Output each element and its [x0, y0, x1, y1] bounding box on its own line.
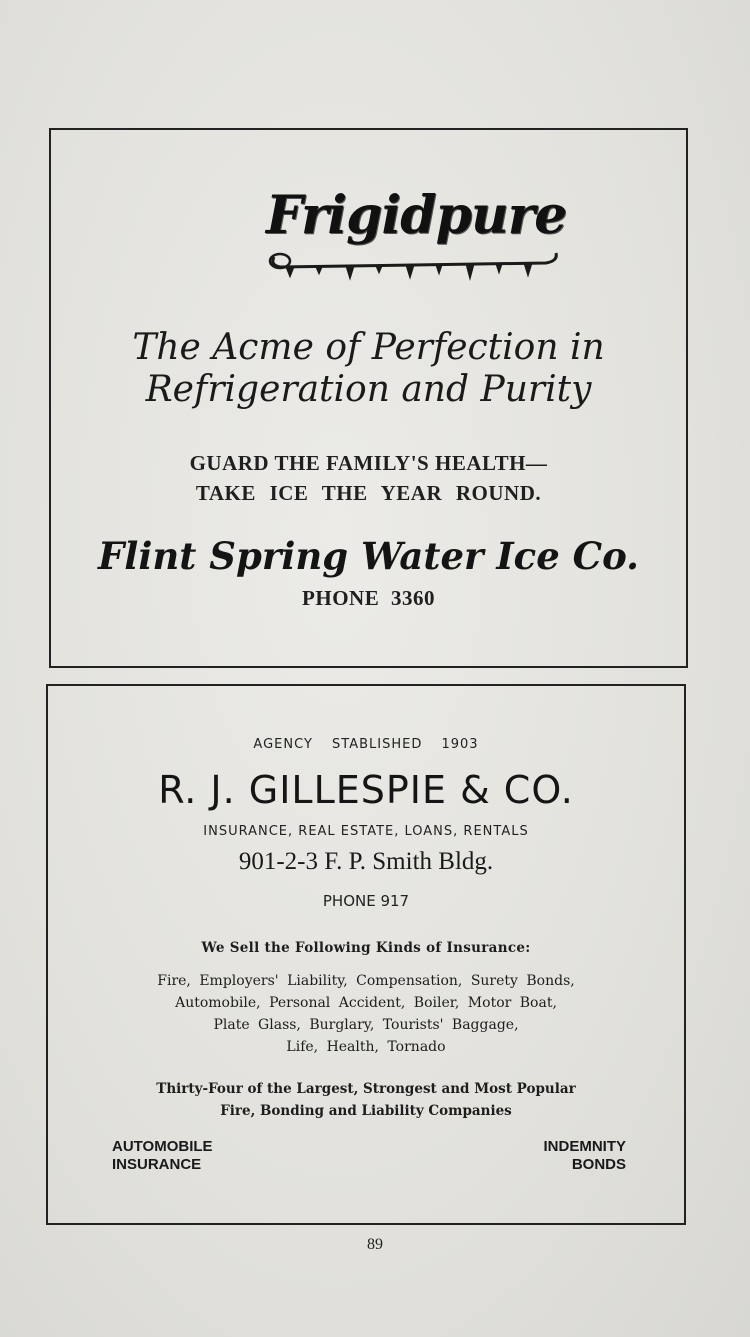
frigidpure-advertisement — [49, 128, 688, 668]
insurance-kinds-line: Plate Glass, Burglary, Tourists' Baggage, — [213, 1017, 519, 1033]
slogan-line-2: TAKE ICE THE YEAR ROUND. — [195, 481, 542, 505]
insurance-company-name: R. J. GILLESPIE & CO. — [158, 768, 574, 812]
services-line: INSURANCE, REAL ESTATE, LOANS, RENTALS — [203, 824, 529, 839]
left-corner-line-1: AUTOMOBILE — [112, 1138, 213, 1155]
ice-company-name: Flint Spring Water Ice Co. — [98, 534, 639, 578]
companies-line-2: Fire, Bonding and Liability Companies — [220, 1103, 512, 1119]
right-corner-line-1: INDEMNITY — [543, 1138, 626, 1155]
page-number: 89 — [367, 1236, 383, 1253]
right-corner-line-2: BONDS — [571, 1156, 626, 1173]
address-line: 901-2-3 F. P. Smith Bldg. — [238, 848, 494, 875]
slogan-line-1: GUARD THE FAMILY'S HEALTH— — [189, 451, 548, 475]
icicle-underline-icon — [266, 243, 566, 283]
companies-line-1: Thirty-Four of the Largest, Strongest and Most Popular — [156, 1081, 576, 1097]
insurance-phone: PHONE 917 — [322, 892, 410, 910]
left-corner-line-2: INSURANCE — [112, 1156, 202, 1173]
tagline-line-1: The Acme of Perfection in — [132, 327, 605, 368]
agency-established-line: AGENCY STABLISHED 1903 — [253, 737, 479, 752]
insurance-kinds-line: Life, Health, Tornado — [286, 1039, 446, 1055]
insurance-kinds-line: Fire, Employers' Liability, Compensation, Surety Bonds, — [157, 973, 575, 989]
logo-text: Frigidpure — [266, 185, 567, 246]
indemnity-bonds-label — [544, 1138, 627, 1174]
ice-company-phone: PHONE 3360 — [302, 586, 435, 610]
automobile-insurance-label — [112, 1138, 213, 1174]
insurance-kinds-line: Automobile, Personal Accident, Boiler, Motor Boat, — [175, 995, 557, 1011]
frigidpure-logo — [266, 185, 566, 285]
tagline-line-2: Refrigeration and Purity — [145, 369, 592, 410]
insurance-kinds-heading: We Sell the Following Kinds of Insurance: — [201, 940, 531, 956]
gillespie-advertisement — [46, 684, 686, 1225]
